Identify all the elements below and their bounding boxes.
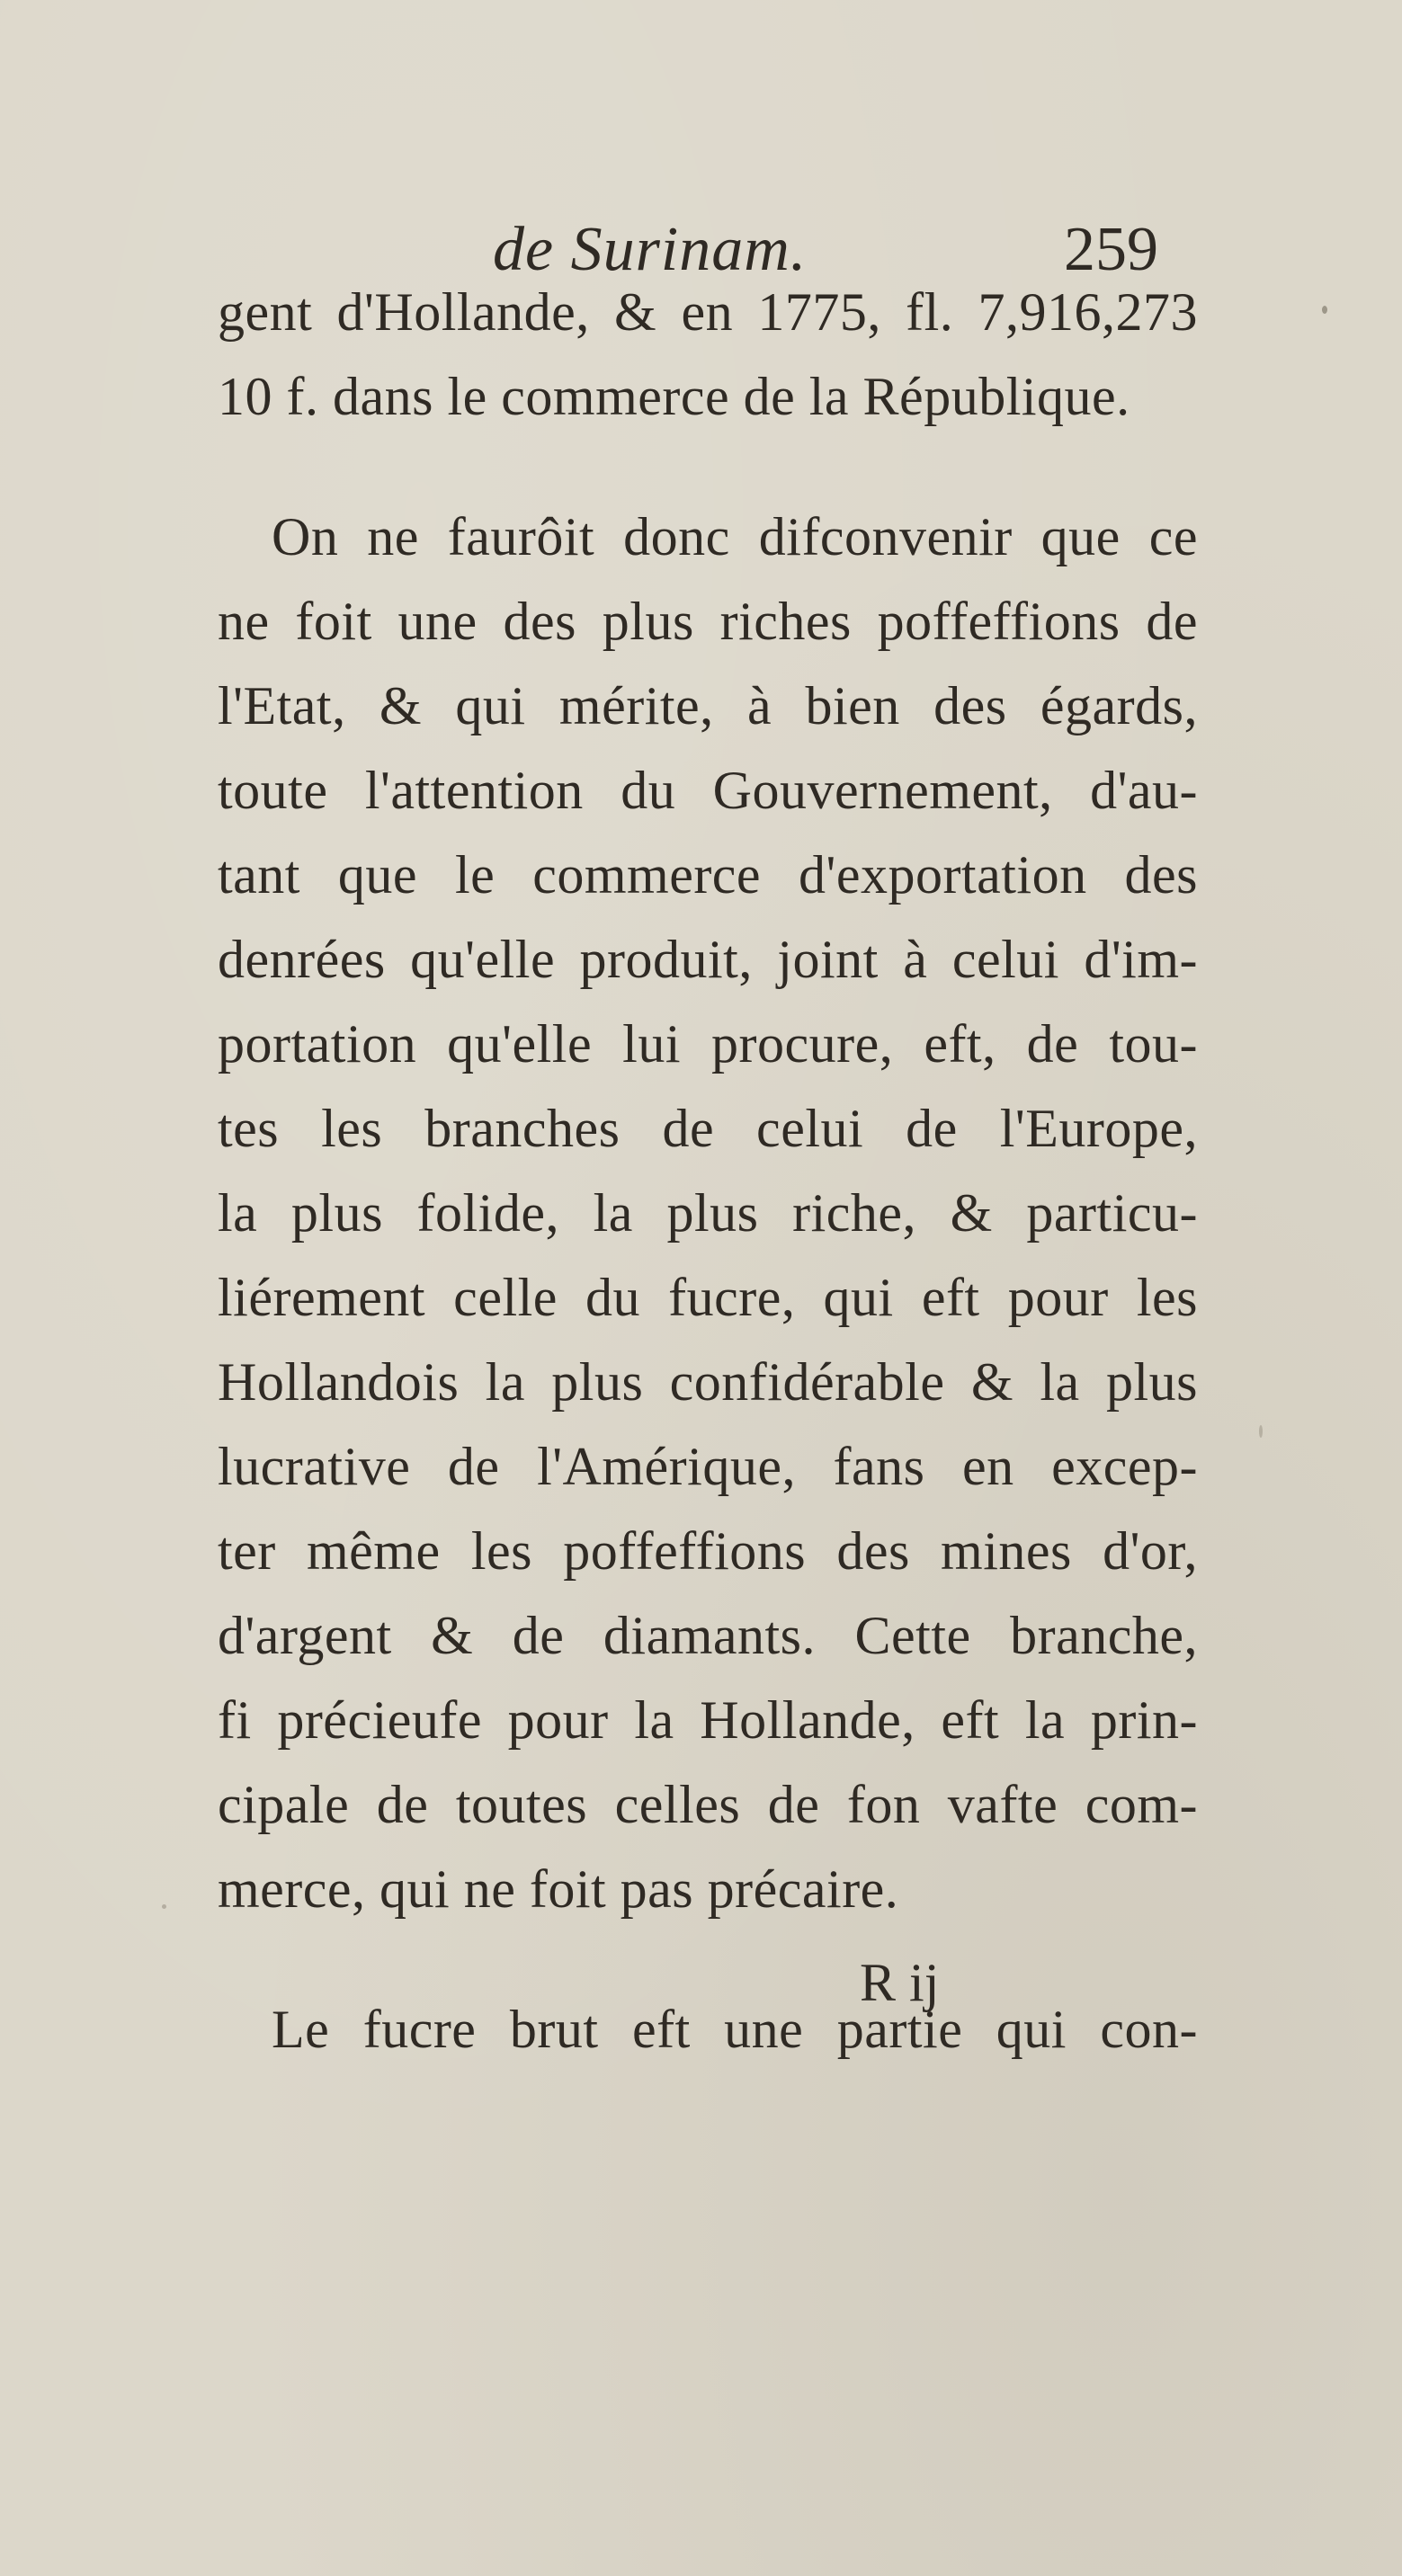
text-line: On ne faurôit donc difconvenir que ce bbox=[272, 507, 1198, 566]
running-title: de Surinam. bbox=[493, 215, 808, 284]
paper-speck bbox=[1322, 306, 1327, 314]
text-line: tant que le commerce d'exportation des bbox=[218, 845, 1198, 905]
text-line: Le fucre brut eft une partie qui con- bbox=[272, 2000, 1198, 2059]
text-line: tes les branches de celui de l'Europe, bbox=[218, 1099, 1198, 1158]
text-line: gent d'Hollande, & en 1775, fl. 7,916,273 bbox=[218, 282, 1198, 342]
paragraph-3 bbox=[218, 1987, 1198, 2072]
body-text bbox=[218, 270, 1198, 2072]
text-line: cipale de toutes celles de fon vafte com- bbox=[218, 1775, 1198, 1834]
text-line: d'argent & de diamants. Cette branche, bbox=[218, 1606, 1198, 1665]
text-line: la plus folide, la plus riche, & particu- bbox=[218, 1183, 1198, 1243]
text-line: fi précieufe pour la Hollande, eft la prin- bbox=[218, 1690, 1198, 1750]
page-number: 259 bbox=[1064, 215, 1158, 284]
text-line: lucrative de l'Amérique, fans en excep- bbox=[218, 1437, 1198, 1496]
text-line: ne foit une des plus riches poffeffions de bbox=[218, 592, 1198, 651]
paragraph-2 bbox=[218, 495, 1198, 1931]
paragraph-1 bbox=[218, 270, 1198, 439]
text-line: liérement celle du fucre, qui eft pour les bbox=[218, 1268, 1198, 1327]
paper-speck bbox=[1259, 1425, 1263, 1438]
paragraph-gap bbox=[218, 439, 1198, 495]
text-line: Hollandois la plus confidérable & la plus bbox=[218, 1352, 1198, 1412]
text-line: merce, qui ne foit pas précaire. bbox=[218, 1859, 899, 1919]
paper-speck bbox=[162, 1904, 166, 1909]
text-line: 10 f. dans le commerce de la République. bbox=[218, 367, 1130, 426]
text-line: ter même les poffeffions des mines d'or, bbox=[218, 1521, 1198, 1581]
paragraph-gap bbox=[218, 1931, 1198, 1987]
signature-mark: R ij bbox=[860, 1953, 940, 2012]
text-line: toute l'attention du Gouvernement, d'au- bbox=[218, 761, 1198, 820]
text-line: l'Etat, & qui mérite, à bien des égards, bbox=[218, 676, 1198, 735]
text-line: portation qu'elle lui procure, eft, de tou- bbox=[218, 1014, 1198, 1074]
text-line: denrées qu'elle produit, joint à celui d'im- bbox=[218, 930, 1198, 989]
